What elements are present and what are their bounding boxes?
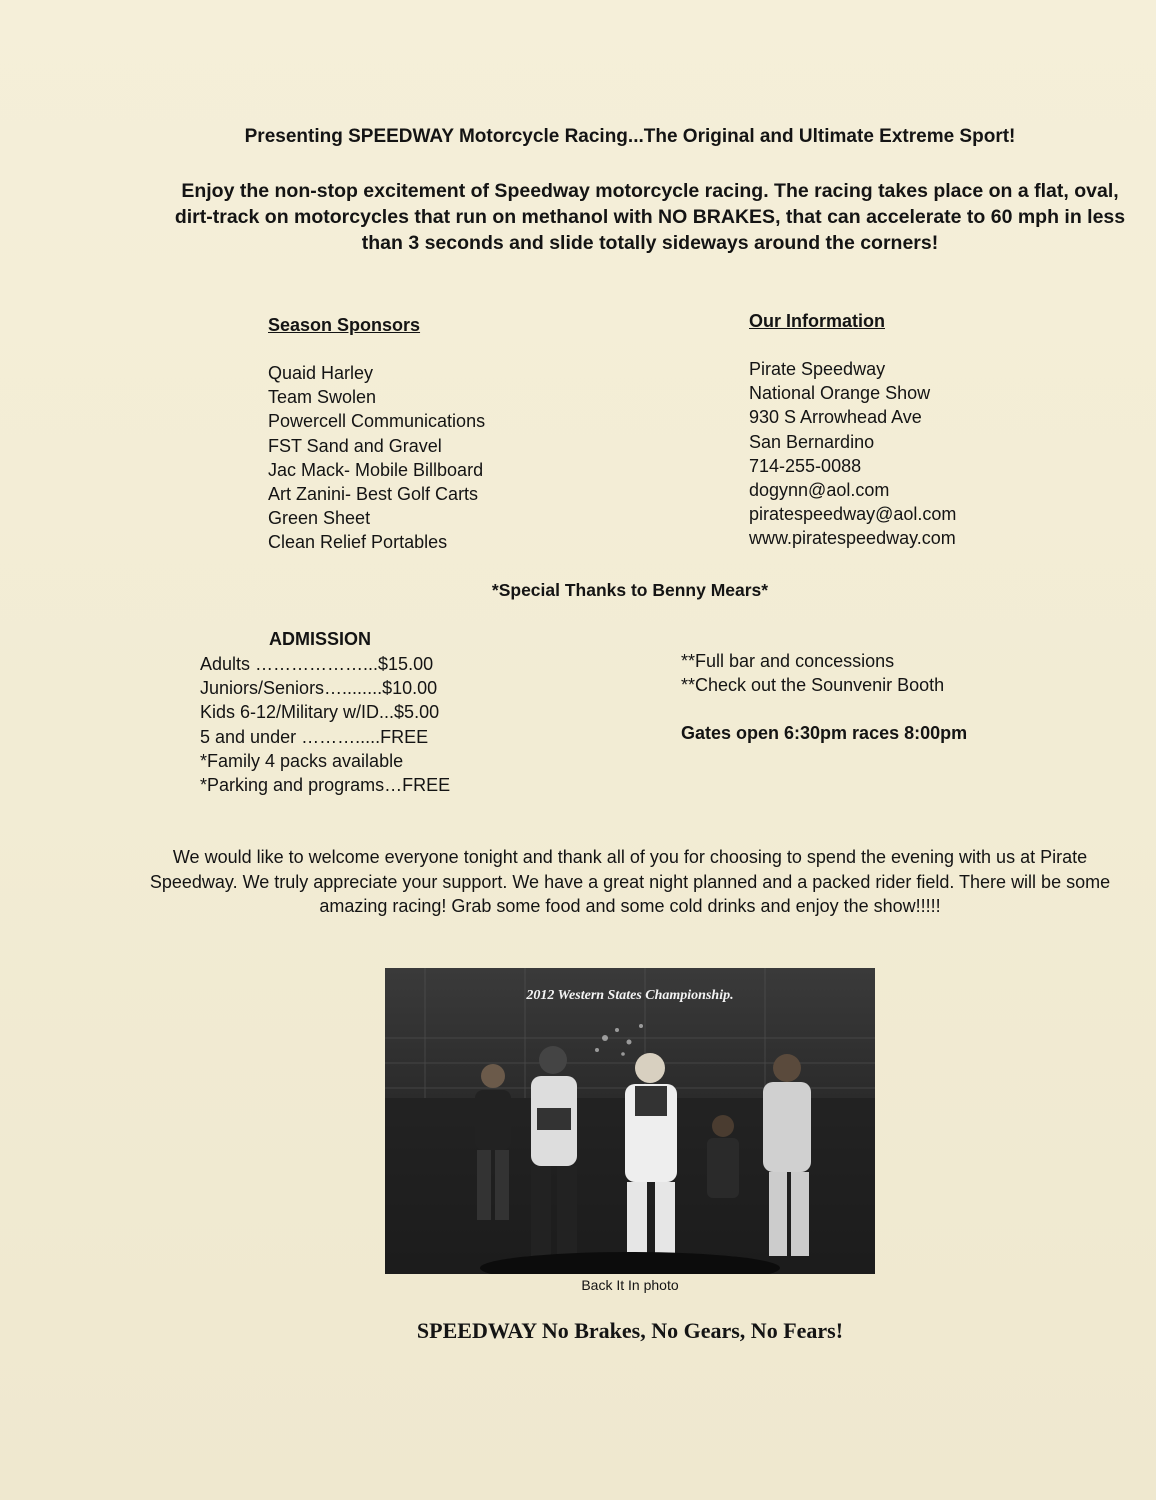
photo-banner: 2012 Western States Championship. [526, 988, 734, 1003]
admission-item: Juniors/Seniors…........$10.00 [200, 678, 438, 699]
info-item: 714-255-0088 [749, 455, 862, 476]
sponsor-item: Jac Mack- Mobile Billboard [268, 459, 484, 480]
info-item: San Bernardino [749, 431, 875, 452]
footer-slogan: SPEEDWAY No Brakes, No Gears, No Fears! [416, 1318, 844, 1343]
sponsor-item: Quaid Harley [268, 363, 374, 383]
admission-item: *Parking and programs…FREE [200, 775, 451, 796]
admission-item: Adults ………………...$15.00 [200, 654, 434, 674]
admission-item: *Family 4 packs available [200, 750, 404, 771]
info-heading: Our Information [749, 311, 885, 331]
sponsor-item: FST Sand and Gravel [268, 435, 442, 456]
photo-illustration [385, 968, 875, 1274]
info-email: piratespeedway@aol.com [749, 504, 957, 525]
intro-paragraph: Enjoy the non-stop excitement of Speedway motorcycle racing. The racing takes place on a flat, oval, dirt-track on motorcycles that run on methanol with NO BRAKES, that can accelerate to 60 mph in less than 3 seconds and slide totally sideways around the corners! [174, 180, 1126, 254]
info-item: Pirate Speedway [749, 359, 886, 379]
admission-heading: ADMISSION [269, 629, 372, 649]
admission-item: Kids 6-12/Military w/ID...$5.00 [200, 702, 440, 723]
sponsors-list [268, 361, 485, 555]
extras-item: **Full bar and concessions [681, 651, 895, 671]
welcome-paragraph: We would like to welcome everyone tonight and thank all of you for choosing to spend the evening with us at Pirate Speedway. We truly appreciate your support. We have a great night planned and a packed rider field. There will be some amazing racing! Grab some food and some cold drinks and enjoy the show!!!!! [149, 847, 1111, 916]
info-website: www.piratespeedway.com [749, 528, 956, 549]
special-thanks: *Special Thanks to Benny Mears* [491, 580, 769, 600]
info-email: dogynn@aol.com [749, 480, 890, 501]
championship-photo [385, 968, 875, 1274]
sponsor-item: Clean Relief Portables [268, 532, 448, 553]
headline: Presenting SPEEDWAY Motorcycle Racing...The Original and Ultimate Extreme Sport! [244, 126, 1016, 147]
sponsor-item: Powercell Communications [268, 411, 486, 432]
info-item: National Orange Show [749, 383, 931, 404]
sponsor-item: Team Swolen [268, 387, 377, 408]
sponsor-item: Green Sheet [268, 508, 371, 529]
admission-list [200, 652, 450, 797]
admission-item: 5 and under ……….....FREE [200, 726, 429, 747]
gates-time: Gates open 6:30pm races 8:00pm [681, 723, 968, 743]
info-item: 930 S Arrowhead Ave [749, 407, 922, 428]
photo-caption: Back It In photo [581, 1277, 679, 1293]
sponsors-heading: Season Sponsors [268, 315, 421, 335]
info-list [749, 357, 956, 551]
sponsor-item: Art Zanini- Best Golf Carts [268, 484, 479, 505]
extras-list [681, 649, 944, 697]
extras-item: **Check out the Sounvenir Booth [681, 675, 945, 696]
